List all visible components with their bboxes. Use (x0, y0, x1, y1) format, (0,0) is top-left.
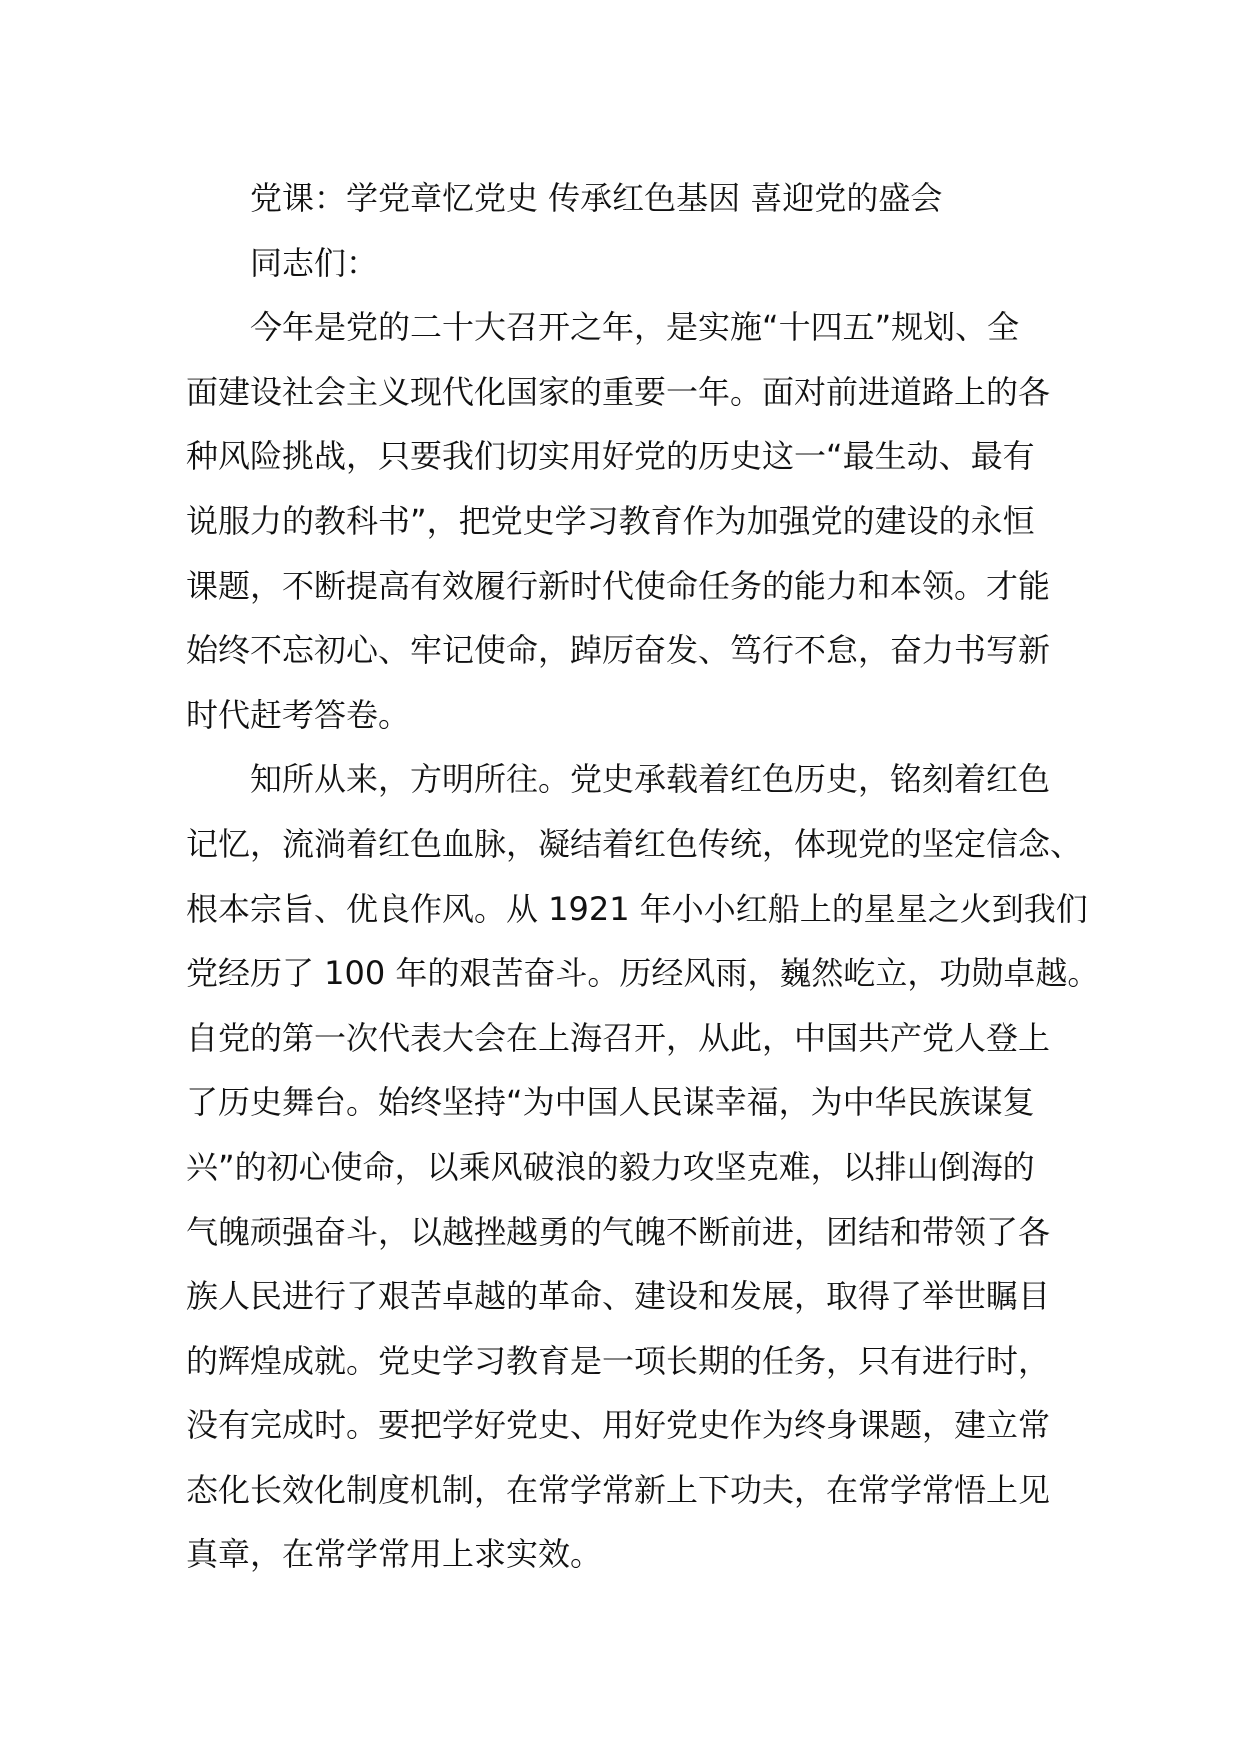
paragraph-line: 时代赶考答卷。 (186, 695, 411, 734)
paragraph-line: 态化长效化制度机制，在常学常新上下功夫，在常学常悟上见 (186, 1470, 1051, 1509)
paragraph-line: 说服力的教科书”，把党史学习教育作为加强党的建设的永恒 (186, 501, 1035, 540)
paragraph-line: 课题，不断提高有效履行新时代使命任务的能力和本领。才能 (186, 566, 1051, 605)
paragraph-line: 始终不忘初心、牢记使命，踔厉奋发、笃行不怠，奋力书写新 (186, 631, 1051, 670)
paragraph-line: 气魄顽强奋斗，以越挫越勇的气魄不断前进，团结和带领了各 (186, 1212, 1051, 1251)
paragraph-line: 族人民进行了艰苦卓越的革命、建设和发展，取得了举世瞩目 (186, 1277, 1051, 1316)
paragraph-1 (186, 295, 1066, 747)
paragraph-line: 知所从来，方明所往。党史承载着红色历史，铭刻着红色 (250, 760, 1051, 799)
paragraph-line: 的辉煌成就。党史学习教育是一项长期的任务，只有进行时， (186, 1341, 1051, 1380)
paragraph-line: 没有完成时。要把学好党史、用好党史作为终身课题，建立常 (186, 1406, 1051, 1445)
paragraph-line: 记忆，流淌着红色血脉，凝结着红色传统，体现党的坚定信念、 (186, 824, 1083, 863)
paragraph-line: 面建设社会主义现代化国家的重要一年。面对前进道路上的各 (186, 372, 1051, 411)
paragraph-line: 今年是党的二十大召开之年，是实施“十四五”规划、全 (250, 308, 1020, 347)
document-body (186, 166, 1100, 1587)
document-title: 党课：学党章忆党史 传承红色基因 喜迎党的盛会 (250, 179, 943, 217)
paragraph-line: 自党的第一次代表大会在上海召开，从此，中国共产党人登上 (186, 1018, 1051, 1057)
paragraph-2 (186, 747, 1100, 1587)
paragraph-line: 兴”的初心使命，以乘风破浪的毅力攻坚克难，以排山倒海的 (186, 1147, 1035, 1186)
salutation: 同志们： (250, 243, 379, 282)
paragraph-line: 党经历了 100 年的艰苦奋斗。历经风雨，巍然屹立，功勋卓越。 (186, 954, 1100, 993)
paragraph-line: 根本宗旨、优良作风。从 1921 年小小红船上的星星之火到我们 (186, 889, 1088, 928)
paragraph-line: 种风险挑战，只要我们切实用好党的历史这一“最生动、最有 (186, 437, 1035, 476)
paragraph-line: 真章，在常学常用上求实效。 (186, 1535, 603, 1574)
paragraph-line: 了历史舞台。始终坚持“为中国人民谋幸福，为中华民族谋复 (186, 1083, 1035, 1122)
